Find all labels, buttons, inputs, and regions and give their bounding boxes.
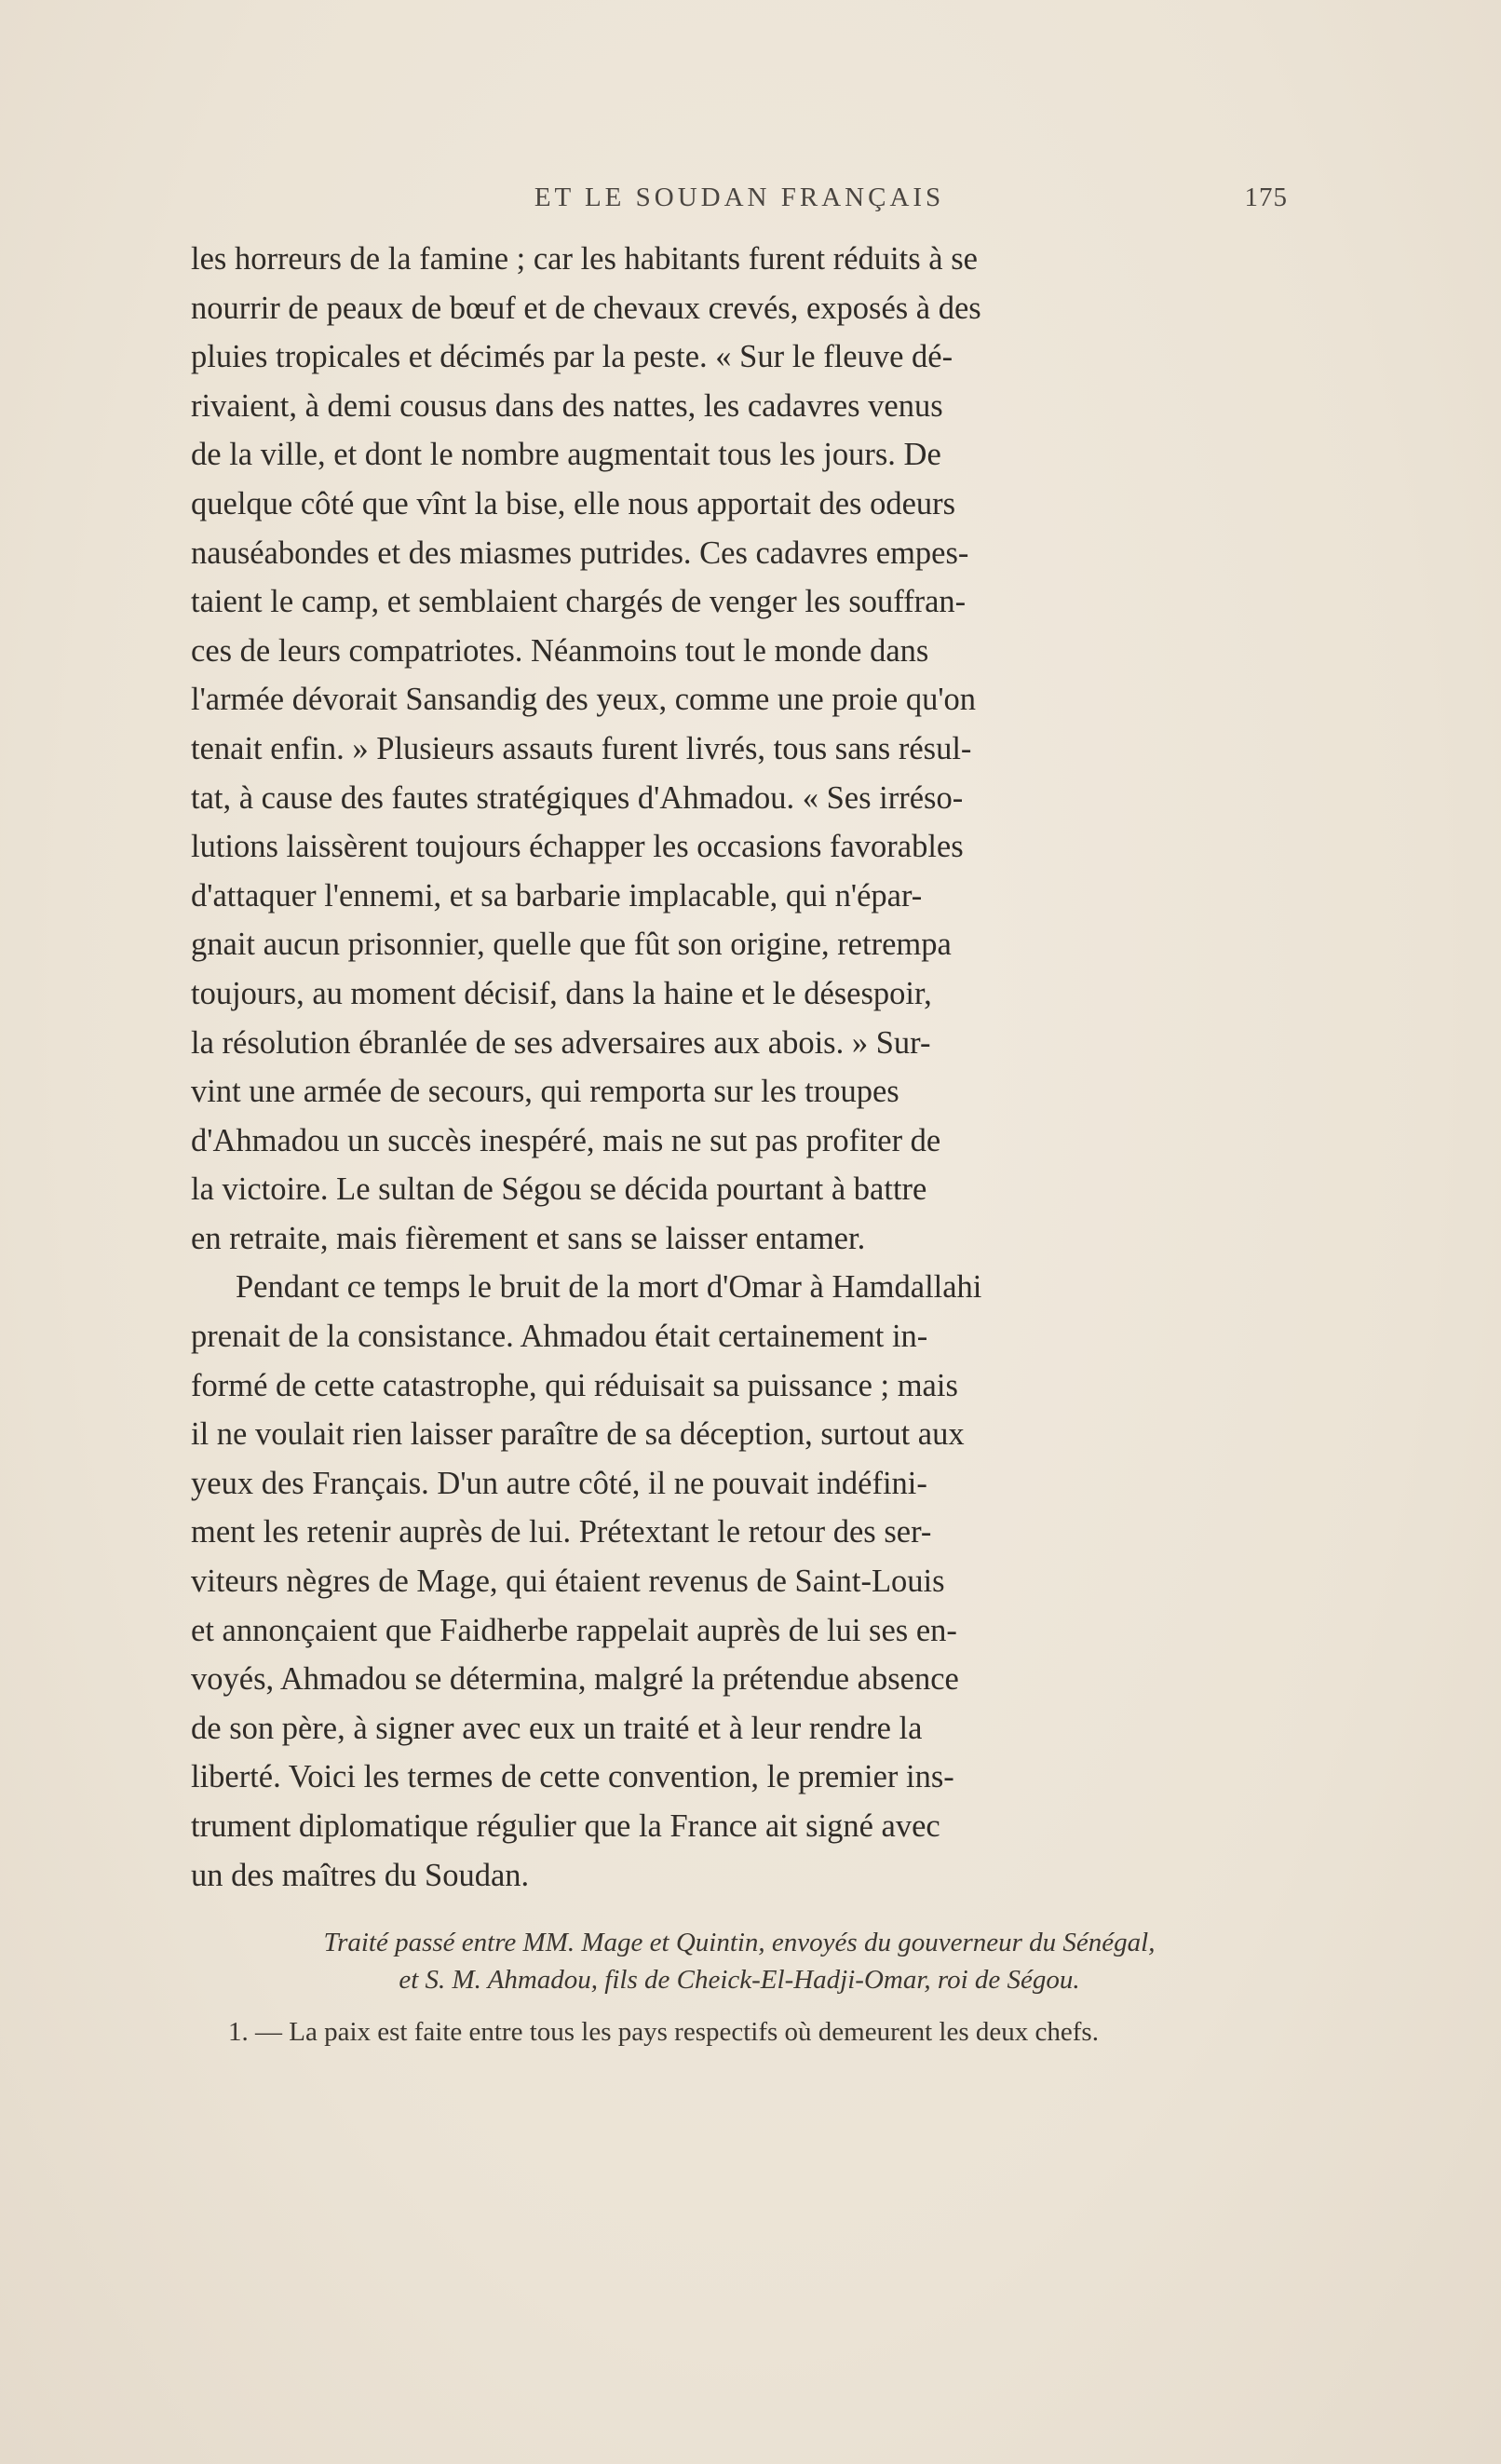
treaty-title-line: et S. M. Ahmadou, fils de Cheick-El-Hadji-Omar, roi de Ségou. (399, 1965, 1080, 1996)
text-line: il ne voulait rien laisser paraître de sa déception, surtout aux (191, 1416, 965, 1453)
text-line: de la ville, et dont le nombre augmentait tous les jours. De (191, 437, 941, 473)
text-line: d'attaquer l'ennemi, et sa barbarie implacable, qui n'épar- (191, 877, 923, 914)
text-line: toujours, au moment décisif, dans la haine et le désespoir, (191, 975, 932, 1011)
text-line: la victoire. Le sultan de Ségou se décida pourtant à battre (191, 1171, 927, 1208)
text-line: l'armée dévorait Sansandig des yeux, comme une proie qu'on (191, 682, 977, 718)
page-header (191, 183, 1288, 220)
text-line: d'Ahmadou un succès inespéré, mais ne sut pas profiter de (191, 1122, 941, 1158)
treaty-title-line: Traité passé entre MM. Mage et Quintin, envoyés du gouverneur du Sénégal, (323, 1928, 1156, 1958)
text-line: en retraite, mais fièrement et sans se laisser entamer. (191, 1220, 866, 1256)
text-line: trument diplomatique régulier que la France ait signé avec (191, 1808, 940, 1844)
text-line: taient le camp, et semblaient chargés de venger les souffran- (191, 584, 967, 620)
text-line: ces de leurs compatriotes. Néanmoins tout le monde dans (191, 632, 929, 669)
treaty-title (191, 1924, 1288, 1998)
text-line: rivaient, à demi cousus dans des nattes, les cadavres venus (191, 387, 943, 424)
text-line: la résolution ébranlée de ses adversaires aux abois. » Sur- (191, 1024, 931, 1061)
text-line: un des maîtres du Soudan. (191, 1857, 530, 1893)
paragraph-1 (191, 235, 1288, 1263)
text-line: de son père, à signer avec eux un traité et à leur rendre la (191, 1710, 923, 1746)
text-line: viteurs nègres de Mage, qui étaient revenus de Saint-Louis (191, 1564, 945, 1600)
page-number: 175 (1244, 183, 1288, 212)
text-line: formé de cette catastrophe, qui réduisait sa puissance ; mais (191, 1367, 958, 1403)
text-line: Pendant ce temps le bruit de la mort d'Omar à Hamdallahi (236, 1269, 982, 1306)
text-line: les horreurs de la famine ; car les habitants furent réduits à se (191, 241, 978, 277)
text-line: yeux des Français. D'un autre côté, il ne pouvait indéfini- (191, 1465, 927, 1501)
text-line: tat, à cause des fautes stratégiques d'Ahmadou. « Ses irréso- (191, 779, 964, 816)
text-line: tenait enfin. » Plusieurs assauts furent livrés, tous sans résul- (191, 730, 972, 766)
text-line: nourrir de peaux de bœuf et de chevaux crevés, exposés à des (191, 290, 981, 326)
text-line: vint une armée de secours, qui remporta sur les troupes (191, 1074, 899, 1110)
paragraph-2 (191, 1263, 1288, 1900)
text-line: nauséabondes et des miasmes putrides. Ces cadavres empes- (191, 535, 969, 571)
text-line: gnait aucun prisonnier, quelle que fût son origine, retrempa (191, 927, 952, 963)
text-line: prenait de la consistance. Ahmadou était certainement in- (191, 1319, 928, 1355)
page-body (191, 235, 1288, 2051)
text-line: liberté. Voici les termes de cette convention, le premier ins- (191, 1759, 954, 1795)
text-line: quelque côté que vînt la bise, elle nous apportait des odeurs (191, 485, 956, 521)
treaty-article-1: 1. — La paix est faite entre tous les pays respectifs où demeurent les deux chefs. (228, 2017, 1099, 2048)
text-line: pluies tropicales et décimés par la peste. « Sur le fleuve dé- (191, 339, 953, 375)
text-line: lutions laissèrent toujours échapper les occasions favorables (191, 829, 964, 865)
text-line: voyés, Ahmadou se détermina, malgré la prétendue absence (191, 1661, 959, 1698)
running-title: ET LE SOUDAN FRANÇAIS (534, 183, 945, 212)
text-line: ment les retenir auprès de lui. Prétextant le retour des ser- (191, 1514, 932, 1550)
text-line: et annonçaient que Faidherbe rappelait auprès de lui ses en- (191, 1612, 957, 1648)
